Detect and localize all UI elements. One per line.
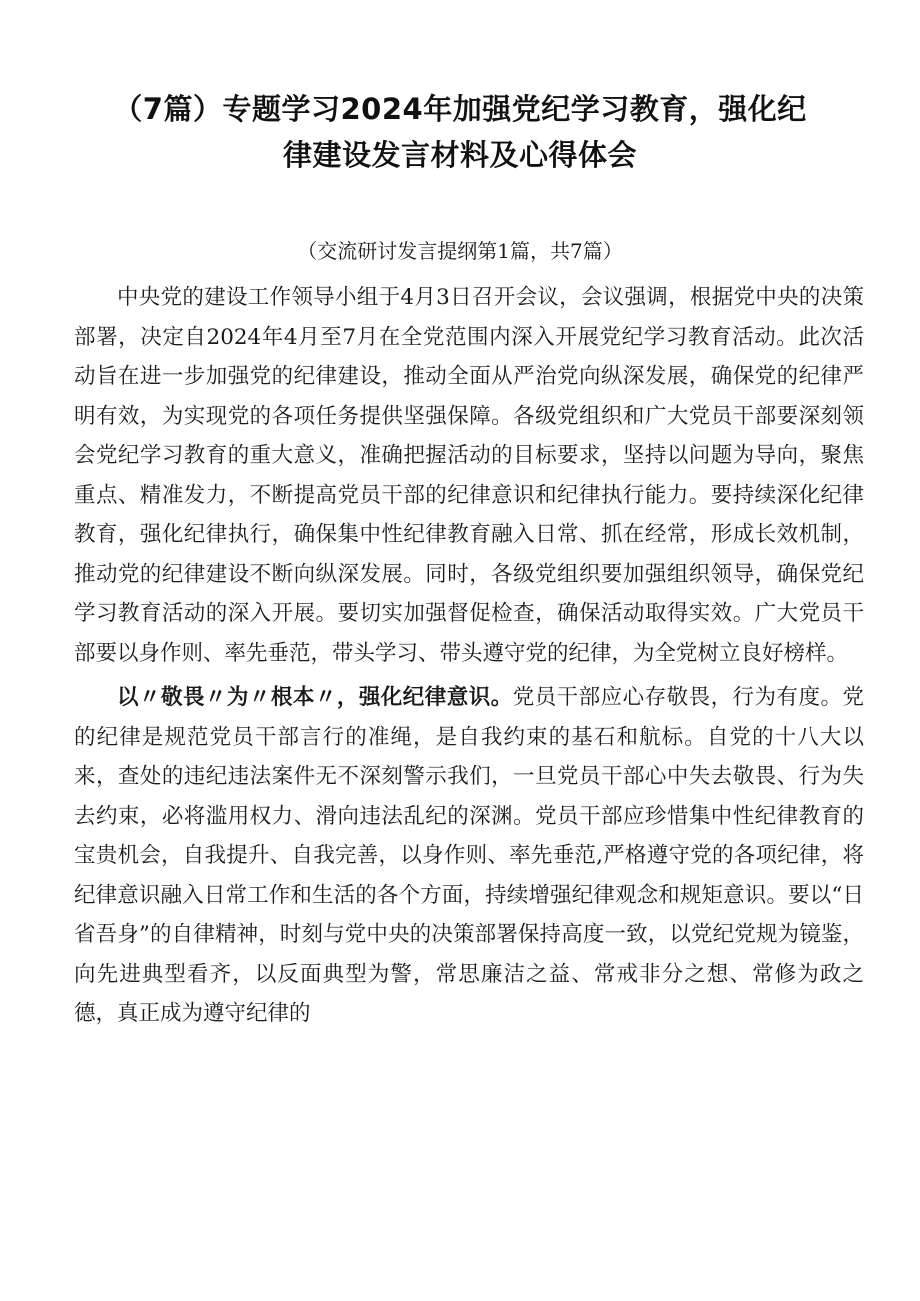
document-body — [74, 278, 864, 1034]
paragraph-2 — [74, 678, 864, 1034]
paragraph-1: 中央党的建设工作领导小组于4月3日召开会议，会议强调，根据党中央的决策部署，决定自2024年4月至7月在全党范围内深入开展党纪学习教育活动。此次活动旨在进一步加强党的纪律建设，推动全面从严治党向纵深发展，确保党的纪律严明有效，为实现党的各项任务提供坚强保障。各级党组织和广大党员干部要深刻领会党纪学习教育的重大意义，准确把握活动的目标要求，坚持以问题为导向，聚焦重点、精准发力，不断提高党员干部的纪律意识和纪律执行能力。要持续深化纪律教育，强化纪律执行，确保集中性纪律教育融入日常、抓在经常，形成长效机制，推动党的纪律建设不断向纵深发展。同时，各级党组织要加强组织领导，确保党纪学习教育活动的深入开展。要切实加强督促检查，确保活动取得实效。广大党员干部要以身作则、率先垂范，带头学习、带头遵守党的纪律，为全党树立良好榜样。 — [74, 285, 864, 666]
title-line-1: （7篇）专题学习2024年加强党纪学习教育，强化纪 — [113, 92, 807, 126]
title-line-2: 律建设发言材料及心得体会 — [282, 138, 637, 172]
document-subtitle: （交流研讨发言提纲第1篇，共7篇） — [297, 239, 623, 263]
paragraph-2-body: 党员干部应心存敬畏，行为有度。党的纪律是规范党员干部言行的准绳，是自我约束的基石和航标。自党的十八大以来，查处的违纪违法案件无不深刻警示我们，一旦党员干部心中失去敬畏、行为失去约束，必将滥用权力、滑向违法乱纪的深渊。党员干部应珍惜集中性纪律教育的宝贵机会，自我提升、自我完善，以身作则、率先垂范,严格遵守党的各项纪律，将纪律意识融入日常工作和生活的各个方面，持续增强纪律观念和规矩意识。要以“日省吾身”的自律精神，时刻与党中央的决策部署保持高度一致，以党纪党规为镜鉴，向先进典型看齐，以反面典型为警，常思廉洁之益、常戒非分之想、常修为政之德，真正成为遵守纪律的 — [74, 685, 864, 1026]
document-title — [60, 86, 860, 178]
paragraph-2-lead: 以〃敬畏〃为〃根本〃，强化纪律意识。 — [117, 685, 513, 710]
